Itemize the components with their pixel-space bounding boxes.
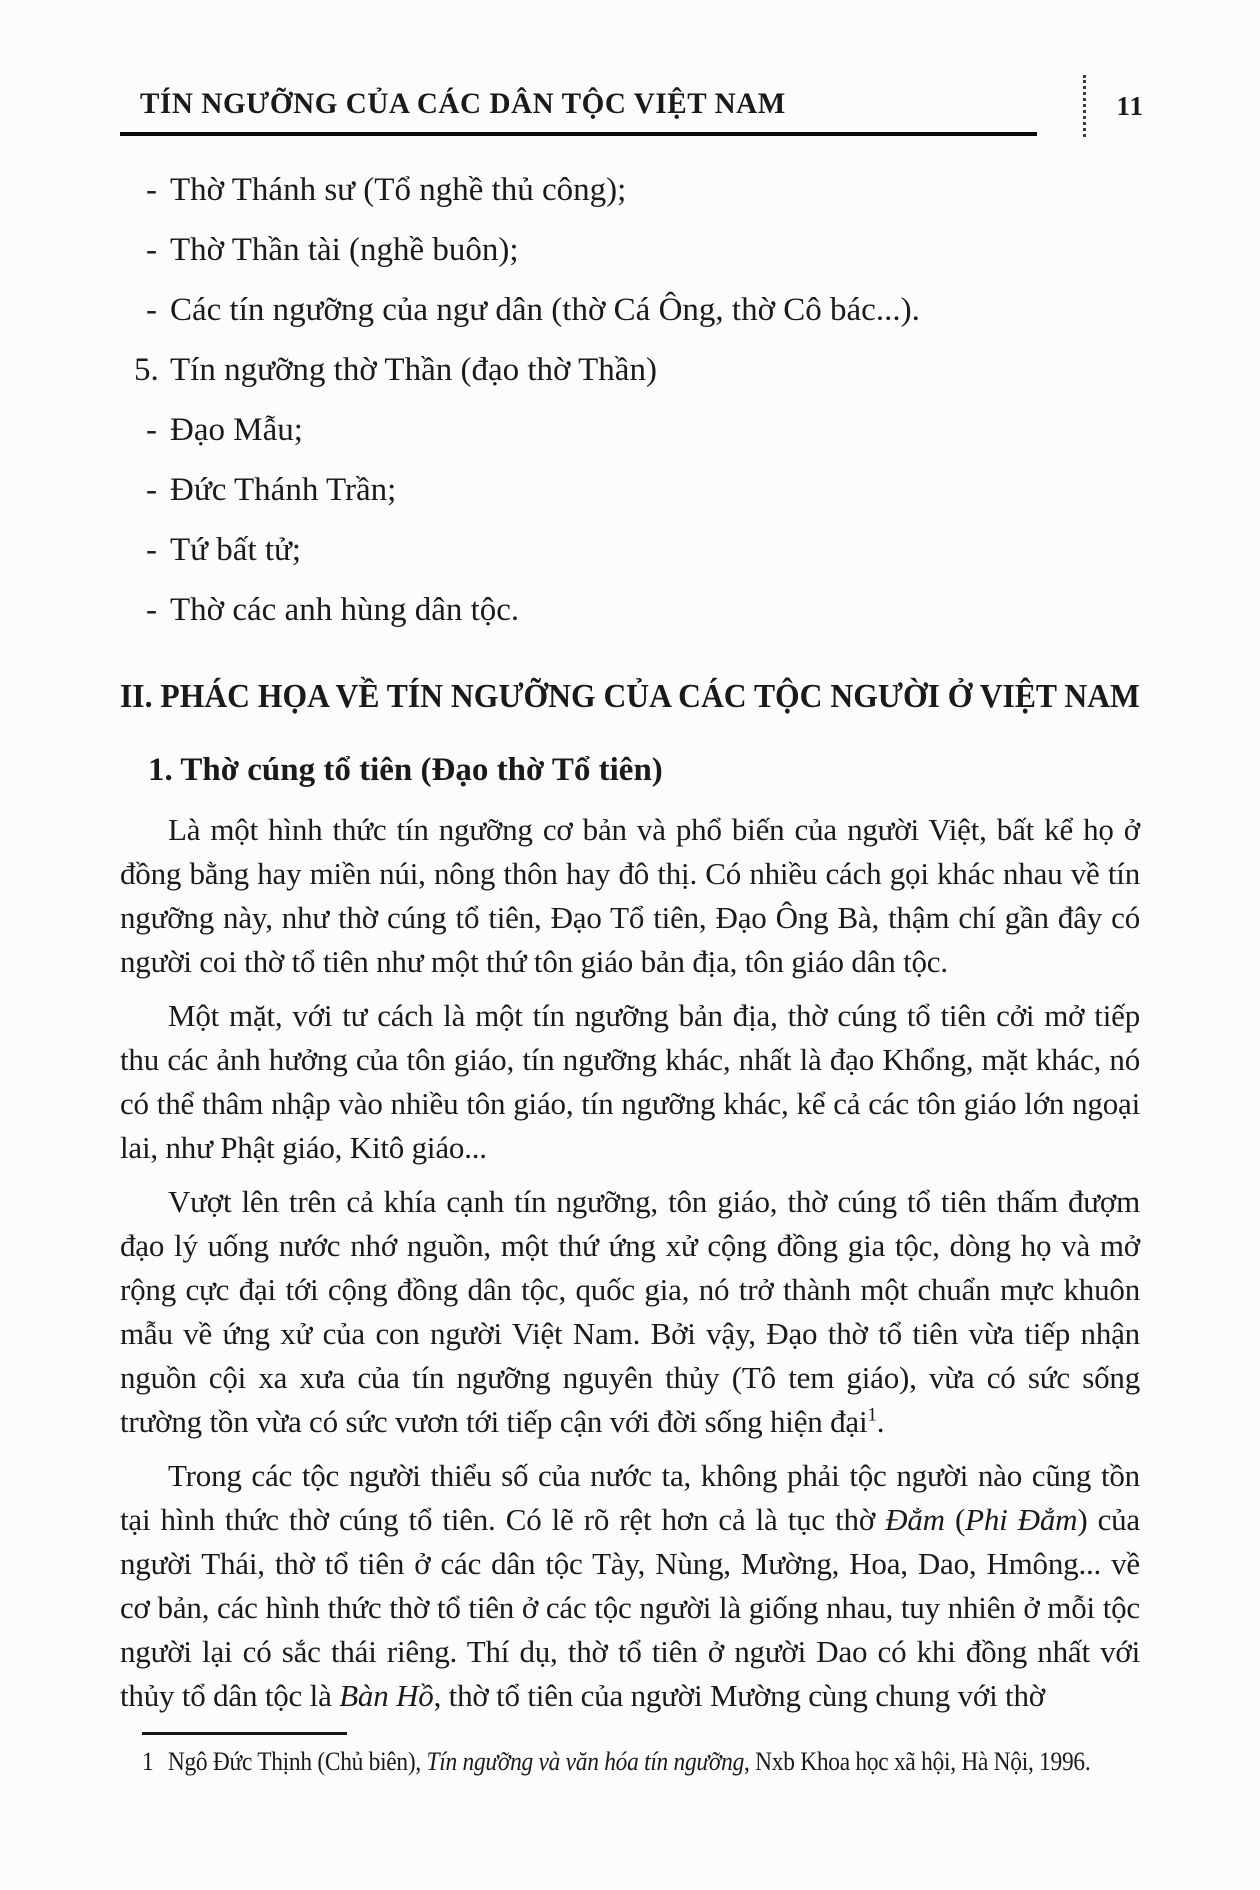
footnote — [142, 1744, 1091, 1780]
list-item — [120, 280, 1140, 340]
footnote-rule — [142, 1732, 347, 1735]
footnote-body: Ngô Đức Thịnh (Chủ biên), Tín ngưỡng và văn hóa tín ngưỡng, Nxb Khoa học xã hội, Hà Nội, 1996. — [167, 1747, 1091, 1776]
list-item-text: Đạo Mẫu; — [170, 412, 303, 448]
list-item — [120, 580, 1140, 640]
list-item-text: Thờ các anh hùng dân tộc. — [170, 592, 520, 628]
header-right — [1083, 70, 1144, 142]
running-title: TÍN NGƯỠNG CỦA CÁC DÂN TỘC VIỆT NAM — [140, 87, 786, 120]
list-item-marker: - — [146, 292, 157, 328]
list-item-text: Thờ Thần tài (nghề buôn); — [170, 232, 519, 268]
list-item — [120, 220, 1140, 280]
list-item — [120, 520, 1140, 580]
list-item — [120, 460, 1140, 520]
footnote-marker: 1 — [142, 1747, 154, 1776]
list-item-marker: - — [146, 532, 157, 568]
list-item-marker: - — [146, 172, 157, 208]
body-text — [120, 808, 1140, 1718]
chain-divider-icon — [1083, 75, 1086, 137]
list-item-text: Thờ Thánh sư (Tổ nghề thủ công); — [170, 172, 627, 208]
paragraph: Trong các tộc người thiểu số của nước ta, không phải tộc người nào cũng tồn tại hình thức thờ cúng tổ tiên. Có lẽ rõ rệt hơn cả là tục thờ Đẳm (Phi Đẳm) của người Thái, thờ tổ tiên ở các dân tộc Tày, Nùng, Mường, Hoa, Dao, Hmông... về cơ bản, các hình thức thờ tổ tiên ở các tộc người là giống nhau, tuy nhiên ở mỗi tộc người lại có sắc thái riêng. Thí dụ, thờ tổ tiên ở người Dao có khi đồng nhất với thủy tổ dân tộc là Bàn Hồ, thờ tổ tiên của người Mường cùng chung với thờ — [120, 1458, 1140, 1713]
footnote-block — [120, 1732, 1140, 1780]
list-item-text: Tứ bất tử; — [170, 532, 302, 568]
paragraph: Vượt lên trên cả khía cạnh tín ngưỡng, tôn giáo, thờ cúng tổ tiên thấm đượm đạo lý uống nước nhớ nguồn, một thứ ứng xử cộng đồng gia tộc, dòng họ và mở rộng cực đại tới cộng đồng dân tộc, quốc gia, nó trở thành một chuẩn mực khuôn mẫu về ứng xử của con người Việt Nam. Bởi vậy, Đạo thờ tổ tiên vừa tiếp nhận nguồn cội xa xưa của tín ngưỡng nguyên thủy (Tô tem giáo), vừa có sức sống trường tồn vừa có sức vươn tới tiếp cận với đời sống hiện đại$^1$. — [120, 1184, 1140, 1439]
list-item-marker: 5. — [134, 352, 159, 388]
list-item-marker: - — [146, 472, 157, 508]
list-item-text: Đức Thánh Trần; — [170, 472, 397, 508]
list-item — [120, 160, 1140, 220]
list-item — [120, 340, 1140, 400]
list-item-marker: - — [146, 592, 157, 628]
section-heading: II. PHÁC HỌA VỀ TÍN NGƯỠNG CỦA CÁC TỘC NGƯỜI Ở VIỆT NAM — [120, 678, 1140, 715]
list-item-marker: - — [146, 232, 157, 268]
list-item-marker: - — [146, 412, 157, 448]
list-item-text: Tín ngưỡng thờ Thần (đạo thờ Thần) — [170, 352, 657, 388]
belief-outline-list — [120, 160, 1140, 640]
header-rule — [120, 132, 1037, 136]
list-item — [120, 400, 1140, 460]
paragraph: Một mặt, với tư cách là một tín ngưỡng bản địa, thờ cúng tổ tiên cởi mở tiếp thu các ảnh hưởng của tôn giáo, tín ngưỡng khác, nhất là đạo Khổng, mặt khác, nó có thể thâm nhập vào nhiều tôn giáo, tín ngưỡng khác, kể cả các tôn giáo lớn ngoại lai, như Phật giáo, Kitô giáo... — [120, 998, 1140, 1165]
subsection-heading: 1. Thờ cúng tổ tiên (Đạo thờ Tổ tiên) — [148, 752, 663, 788]
paragraph: Là một hình thức tín ngưỡng cơ bản và phổ biến của người Việt, bất kể họ ở đồng bằng hay miền núi, nông thôn hay đô thị. Có nhiều cách gọi khác nhau về tín ngưỡng này, như thờ cúng tổ tiên, Đạo Tổ tiên, Đạo Ông Bà, thậm chí gần đây có người coi thờ tổ tiên như một thứ tôn giáo bản địa, tôn giáo dân tộc. — [120, 812, 1140, 979]
page-header — [120, 84, 1144, 136]
page-number: 11 — [1116, 90, 1144, 121]
list-item-text: Các tín ngưỡng của ngư dân (thờ Cá Ông, thờ Cô bác...). — [170, 292, 920, 328]
